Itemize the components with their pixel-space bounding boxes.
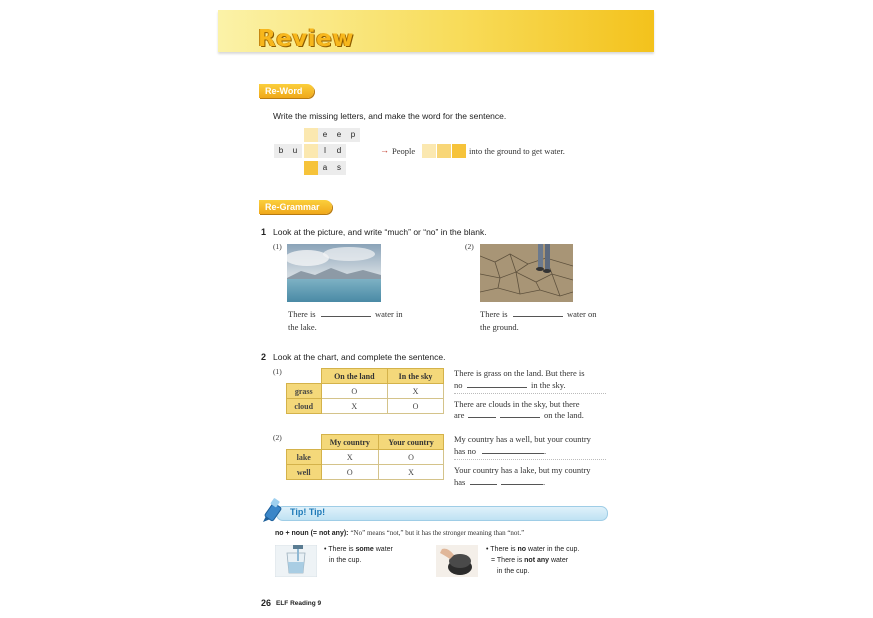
answer-box[interactable] xyxy=(437,144,451,158)
cup-with-water-image xyxy=(275,545,317,577)
dry-ground-photo xyxy=(480,244,573,302)
tip-example-2-line3: in the cup. xyxy=(497,568,530,575)
answer-blank[interactable] xyxy=(482,453,544,454)
chart1-s2-line1: There are clouds in the sky, but there xyxy=(454,399,580,409)
chart2-s2-line2-start: has xyxy=(454,477,466,487)
tip-rule-bold: no + noun (= not any): xyxy=(275,530,349,537)
regrammar-label: Re-Grammar xyxy=(259,200,332,214)
grid-blank-cell[interactable] xyxy=(304,144,318,158)
answer-blank[interactable] xyxy=(513,316,563,317)
item1-line1-end: water in xyxy=(375,309,403,319)
answer-blank[interactable] xyxy=(467,387,527,388)
answer-blank[interactable] xyxy=(468,417,496,418)
table-cell: X xyxy=(379,465,444,480)
table-cell: O xyxy=(321,384,388,399)
question-number: 2 xyxy=(261,352,267,362)
answer-box[interactable] xyxy=(452,144,466,158)
chart1-s2-line2-end: on the land. xyxy=(544,410,584,420)
answer-blank[interactable] xyxy=(470,484,497,485)
grid-blank-cell[interactable] xyxy=(304,128,318,142)
table-cell: O xyxy=(321,465,379,480)
row-header: lake xyxy=(287,450,322,465)
question-number: 1 xyxy=(261,227,267,237)
book-title: ELF Reading 9 xyxy=(276,600,322,607)
item-marker: (2) xyxy=(465,242,474,251)
grid-letter: u xyxy=(288,144,302,158)
grid-letter: d xyxy=(332,144,346,158)
tip-title: Tip! Tip! xyxy=(290,507,326,517)
column-header: On the land xyxy=(321,369,388,384)
q2-instruction: Look at the chart, and complete the sentence. xyxy=(273,352,446,362)
item2-line1-start: There is xyxy=(480,309,508,319)
page-title: Review xyxy=(258,26,355,52)
tip-example-1: • There is some water xyxy=(324,546,393,553)
empty-cup-image xyxy=(436,545,478,577)
reword-label: Re-Word xyxy=(259,84,314,98)
table-cell: O xyxy=(379,450,444,465)
tip-bar xyxy=(276,506,608,521)
item1-line2: the lake. xyxy=(288,322,317,332)
column-header: Your country xyxy=(379,435,444,450)
table-cell: X xyxy=(321,450,379,465)
arrow-right-icon: → xyxy=(380,145,389,155)
grid-letter: b xyxy=(274,144,288,158)
chart2-s2-line2-end: . xyxy=(543,477,546,487)
item-marker: (1) xyxy=(273,367,282,376)
chart1-s1-line1: There is grass on the land. But there is xyxy=(454,368,585,378)
item2-line1-end: water on xyxy=(567,309,597,319)
table-cell: O xyxy=(388,399,444,414)
chart2-s1-line2-end: . xyxy=(544,446,547,456)
grid-letter: e xyxy=(332,128,346,142)
answer-blank[interactable] xyxy=(501,484,543,485)
row-header: cloud xyxy=(287,399,322,414)
grid-blank-cell[interactable] xyxy=(304,161,318,175)
grid-letter: s xyxy=(332,161,346,175)
row-header: well xyxy=(287,465,322,480)
answer-blank[interactable] xyxy=(321,316,371,317)
chart-table-2 xyxy=(286,434,444,480)
chart1-s1-line2-end: in the sky. xyxy=(531,380,566,390)
item2-line2: the ground. xyxy=(480,322,519,332)
chart2-s1-line1: My country has a well, but your country xyxy=(454,434,591,444)
chart2-s2-line1: Your country has a lake, but my country xyxy=(454,465,591,475)
tip-rule xyxy=(275,529,524,537)
tip-example-2: • There is no water in the cup. xyxy=(486,546,580,553)
divider xyxy=(454,393,606,394)
tip-rule-text: “No” means “not,” but it has the stronger meaning than “not.” xyxy=(350,529,525,537)
grid-letter: a xyxy=(318,161,332,175)
reword-sentence-end: into the ground to get water. xyxy=(469,146,565,156)
tip-example-2-line2: = There is not any water xyxy=(491,557,569,564)
item1-line1-start: There is xyxy=(288,309,316,319)
row-header: grass xyxy=(287,384,322,399)
reword-sentence-start: People xyxy=(392,146,416,156)
grid-letter: p xyxy=(346,128,360,142)
answer-blank[interactable] xyxy=(500,417,540,418)
lake-photo xyxy=(287,244,381,302)
chart1-s1-line2-start: no xyxy=(454,380,463,390)
q1-instruction: Look at the picture, and write “much” or “no” in the blank. xyxy=(273,227,487,237)
table-cell: X xyxy=(388,384,444,399)
item-marker: (1) xyxy=(273,242,282,251)
review-banner xyxy=(218,10,654,52)
chart-table-1 xyxy=(286,368,444,414)
reword-instruction: Write the missing letters, and make the word for the sentence. xyxy=(273,111,507,121)
item-marker: (2) xyxy=(273,433,282,442)
divider xyxy=(454,459,606,460)
highlighter-icon xyxy=(259,498,287,526)
grid-letter: l xyxy=(318,144,332,158)
column-header: In the sky xyxy=(388,369,444,384)
grid-letter: e xyxy=(318,128,332,142)
tip-example-1-line2: in the cup. xyxy=(329,557,362,564)
answer-box[interactable] xyxy=(422,144,436,158)
table-cell: X xyxy=(321,399,388,414)
page-number: 26 xyxy=(261,598,272,608)
chart2-s1-line2-start: has no xyxy=(454,446,476,456)
chart1-s2-line2-start: are xyxy=(454,410,465,420)
column-header: My country xyxy=(321,435,379,450)
